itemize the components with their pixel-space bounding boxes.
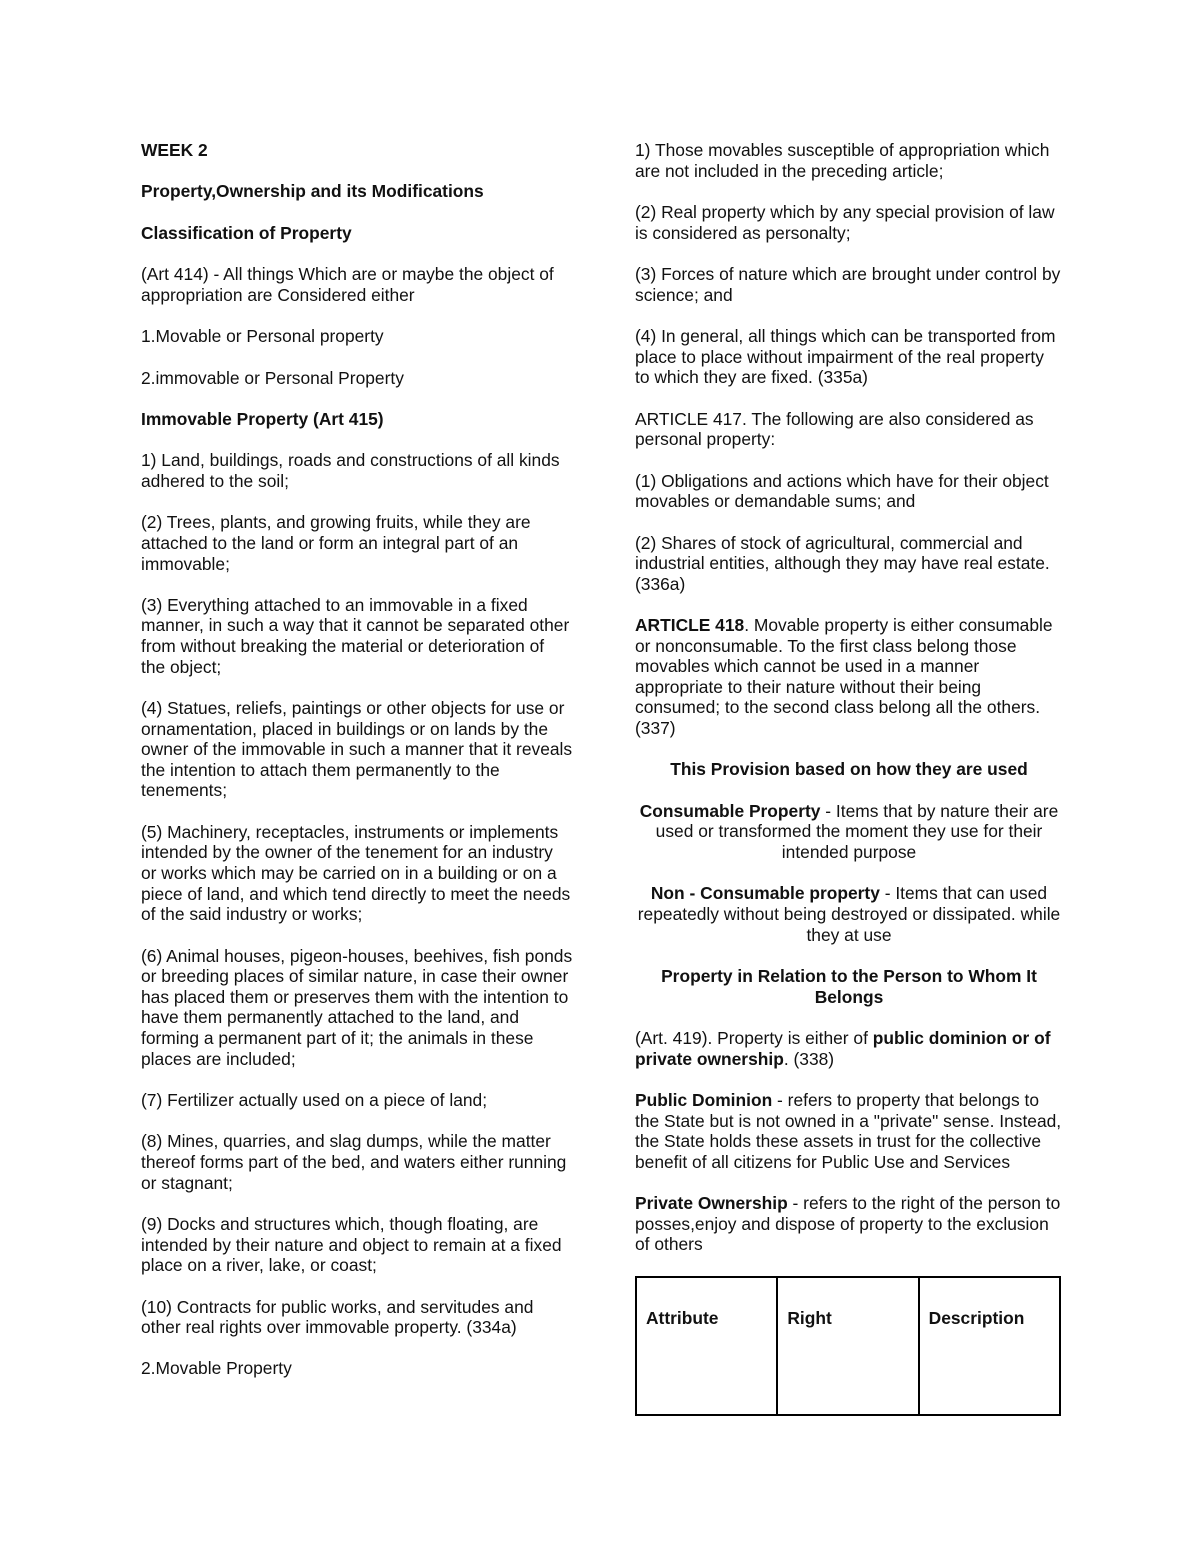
movable-item: (3) Forces of nature which are brought under control by science; and — [635, 263, 1061, 305]
left-column — [141, 140, 573, 1400]
classification-option-2: 2.immovable or Personal Property — [141, 367, 404, 388]
art419-paragraph — [635, 1028, 1063, 1069]
public-dominion-text: - refers to property that belongs to the State but is not owned in a "private" sense. Instead, the State holds these assets in trust for the collective benefit of all citizens for Public Use and Services — [635, 1089, 1062, 1172]
document-title: Property,Ownership and its Modifications — [141, 181, 484, 202]
immovable-item: (6) Animal houses, pigeon-houses, beehives, fish ponds or breeding places of similar nature, in case their owner has placed them or preserves them with the intention to have them permanently attached to the land, and forming a permanent part of it; the animals in these places are included; — [141, 945, 573, 1069]
art419-suffix: . (338) — [783, 1048, 835, 1069]
attributes-table — [635, 1276, 1061, 1416]
immovable-item: (7) Fertilizer actually used on a piece of land; — [141, 1089, 488, 1110]
art419-bold: public dominion or of private ownership — [635, 1027, 1051, 1069]
movable-heading: 2.Movable Property — [141, 1358, 292, 1379]
table-header-cell: Right — [777, 1277, 918, 1415]
immovable-item: (5) Machinery, receptacles, instruments or implements intended by the owner of the tenement for an industry or works which may be carried on in a building or on a piece of land, and which tend directly to meet the needs of the said industry or works; — [141, 821, 571, 925]
classification-heading: Classification of Property — [141, 222, 352, 243]
art417-item: (1) Obligations and actions which have for their object movables or demandable sums; and — [635, 470, 1049, 512]
classification-option-1: 1.Movable or Personal property — [141, 326, 384, 347]
consumable-label: Consumable Property — [639, 800, 821, 821]
immovable-item: 1) Land, buildings, roads and constructions of all kinds adhered to the soil; — [141, 450, 560, 491]
immovable-item: (3) Everything attached to an immovable in a fixed manner, in such a way that it cannot be separated other from without breaking the material or deterioration of the object; — [141, 594, 570, 677]
movable-item: 1) Those movables susceptible of appropriation which are not included in the preceding article; — [635, 140, 1050, 181]
immovable-item: (4) Statues, reliefs, paintings or other objects for use or ornamentation, placed in buildings or on lands by the owner of the immovable in such a manner that it reveals the intention to attach them permanently to the tenements; — [141, 698, 573, 801]
art419-prefix: (Art. 419). Property is either of — [635, 1027, 873, 1048]
art418-paragraph — [635, 615, 1063, 739]
art417-intro: ARTICLE 417. The following are also considered as personal property: — [635, 408, 1034, 450]
art417-item: (2) Shares of stock of agricultural, commercial and industrial entities, although they may have real estate. (336a) — [635, 532, 1050, 594]
immovable-heading: Immovable Property (Art 415) — [141, 408, 384, 429]
nonconsumable-definition — [635, 883, 1063, 945]
immovable-item: (2) Trees, plants, and growing fruits, while they are attached to the land or form an integral part of an immovable; — [141, 512, 531, 574]
movable-item: (4) In general, all things which can be transported from place to place without impairment of the real property to which they are fixed. (335a) — [635, 325, 1056, 388]
nonconsumable-label: Non - Consumable property — [650, 883, 880, 904]
table-header-cell: Attribute — [636, 1277, 777, 1415]
table-header-row — [636, 1277, 1060, 1415]
public-dominion-definition — [635, 1090, 1063, 1172]
private-ownership-definition — [635, 1193, 1063, 1255]
right-column — [635, 140, 1063, 1416]
movable-item: (2) Real property which by any special provision of law is considered as personalty; — [635, 201, 1055, 243]
immovable-item: (9) Docks and structures which, though floating, are intended by their nature and object to remain at a fixed place on a river, lake, or coast; — [141, 1213, 562, 1276]
immovable-item: (8) Mines, quarries, and slag dumps, while the matter thereof forms part of the bed, and waters either running or stagnant; — [141, 1131, 567, 1193]
art414-paragraph: (Art 414) - All things Which are or maybe the object of appropriation are Considered either — [141, 264, 554, 305]
consumable-definition — [635, 801, 1063, 863]
provision-heading: This Provision based on how they are used — [670, 759, 1028, 780]
private-ownership-label: Private Ownership — [635, 1193, 788, 1214]
public-dominion-label: Public Dominion — [635, 1089, 773, 1110]
nonconsumable-text: - Items that can used repeatedly without being destroyed or dissipated. while they at use — [637, 883, 1061, 945]
consumable-text: - Items that by nature their are used or transformed the moment they use for their intended purpose — [655, 800, 1059, 863]
immovable-item: (10) Contracts for public works, and servitudes and other real rights over immovable property. (334a) — [141, 1296, 534, 1338]
art418-label: ARTICLE 418 — [635, 615, 745, 636]
table-header-cell: Description — [919, 1277, 1060, 1415]
art418-text: . Movable property is either consumable or nonconsumable. To the first class belong those movables which cannot be used in a manner appropriate to their nature without their being consumed; to the second class belong all the others. (337) — [635, 615, 1053, 739]
relation-heading: Property in Relation to the Person to Whom It Belongs — [661, 965, 1037, 1007]
private-ownership-text: - refers to the right of the person to posses,enjoy and dispose of property to the exclusion of others — [635, 1193, 1061, 1255]
week-heading: WEEK 2 — [141, 140, 208, 160]
